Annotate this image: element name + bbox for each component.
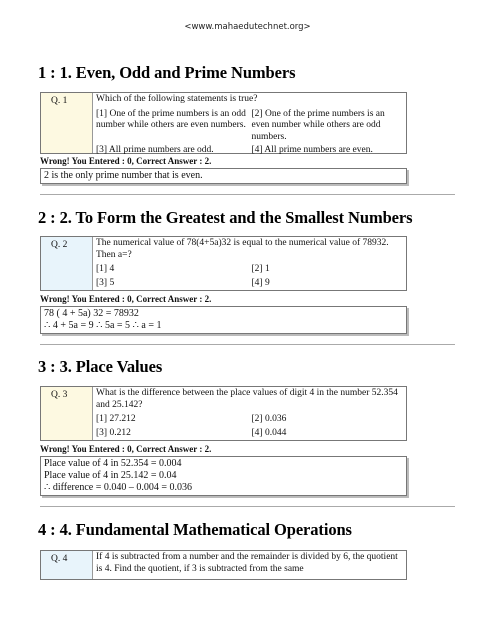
question-2-text: The numerical value of 78(4+5a)32 is equal to the numerical value of 78932. Then a=? xyxy=(96,238,389,260)
question-4-number: Q. 4 xyxy=(41,551,93,579)
question-3-option-2[interactable]: [2] 0.036 xyxy=(251,414,287,424)
section-2-title: 2 : 2. To Form the Greatest and the Smallest Numbers xyxy=(38,208,413,227)
question-3-option-4[interactable]: [4] 0.044 xyxy=(251,427,287,438)
section-3-title: 3 : 3. Place Values xyxy=(38,357,163,376)
question-2-solution xyxy=(40,306,407,334)
question-3-option-3[interactable]: [3] 0.212 xyxy=(96,427,131,438)
question-3-option-1[interactable]: [1] 27.212 xyxy=(96,414,136,424)
solution-line: 2 is the only prime number that is even. xyxy=(44,170,203,181)
question-4-box xyxy=(40,550,407,580)
question-2-number: Q. 2 xyxy=(41,237,93,290)
divider xyxy=(40,194,455,195)
question-1-option-4[interactable]: [4] All prime numbers are even. xyxy=(251,145,373,155)
question-1-solution xyxy=(40,168,407,184)
solution-line: ∴ 4 + 5a = 9 ∴ 5a = 5 ∴ a = 1 xyxy=(44,320,162,331)
solution-line: Place value of 4 in 52.354 = 0.004 xyxy=(44,458,182,469)
question-2-option-4[interactable]: [4] 9 xyxy=(251,277,270,288)
question-1-option-3[interactable]: [3] All prime numbers are odd. xyxy=(96,145,214,155)
question-1-box xyxy=(40,92,407,154)
question-2-option-1[interactable]: [1] 4 xyxy=(96,264,115,274)
question-1-option-2[interactable]: [2] One of the prime numbers is an even number while others are odd numbers. xyxy=(251,108,385,142)
question-1-option-1[interactable]: [1] One of the prime numbers is an odd number while others are even numbers. xyxy=(96,108,246,130)
question-2-box xyxy=(40,236,407,291)
question-4-text: If 4 is subtracted from a number and the remainder is divided by 6, the quotient is 4. Find the quotient, if 3 is subtracted from the same xyxy=(96,552,398,574)
question-1-text: Which of the following statements is true? xyxy=(96,94,258,104)
question-1-number: Q. 1 xyxy=(41,93,93,153)
solution-line: 78 ( 4 + 5a) 32 = 78932 xyxy=(44,308,139,319)
question-2-result: Wrong! You Entered : 0, Correct Answer : 2. xyxy=(40,294,212,304)
solution-line: ∴ difference = 0.040 – 0.004 = 0.036 xyxy=(44,482,192,493)
question-3-number: Q. 3 xyxy=(41,387,93,440)
question-3-solution xyxy=(40,456,407,496)
question-3-box xyxy=(40,386,407,441)
question-1-result: Wrong! You Entered : 0, Correct Answer : 2. xyxy=(40,156,212,166)
question-2-option-3[interactable]: [3] 5 xyxy=(96,277,115,288)
question-3-result: Wrong! You Entered : 0, Correct Answer : 2. xyxy=(40,444,212,454)
divider xyxy=(40,344,455,345)
solution-line: Place value of 4 in 25.142 = 0.04 xyxy=(44,470,177,481)
section-1-title: 1 : 1. Even, Odd and Prime Numbers xyxy=(38,63,296,82)
section-4-title: 4 : 4. Fundamental Mathematical Operations xyxy=(38,520,352,539)
question-3-text: What is the difference between the place values of digit 4 in the number 52.354 and 25.142? xyxy=(96,388,398,410)
page-header-url: <www.mahaedutechnet.org> xyxy=(184,22,311,32)
question-2-option-2[interactable]: [2] 1 xyxy=(251,264,270,274)
divider xyxy=(40,506,455,507)
